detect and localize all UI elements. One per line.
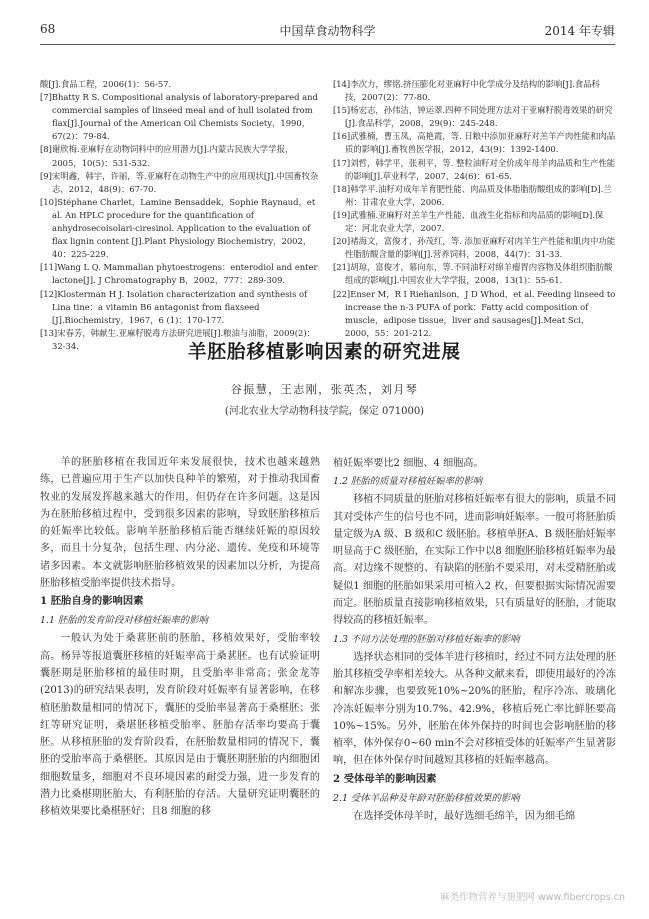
reference-item: [7]Bhatty R S. Compositional analysis of laboratory-prepared and commercial samples of linseed meal and of hull isolated from flax[J].Journal of the American Oil Chemists Society，1990，67(2)：79-84. <box>40 92 318 142</box>
issue-label: 2014 年专辑 <box>544 24 615 38</box>
reference-item: [8]谢欣梅.亚麻籽在动物饲料中的应用潜力[J].内蒙古民族大学学报，2005，10(5)：531-532. <box>40 144 294 168</box>
journal-name: 中国草食动物科学 <box>279 24 376 38</box>
reference-item: [10]Stéphane Charlet，Lamine Bensaddek，Sophie Raynaud，et al. An HPLC procedure for the quantification of anhydrosecoisolari-ciresinol. Application to the evaluation of flax lignin content [J].Plant Physiology Biochemistry，2002，40：225-229. <box>40 196 316 260</box>
body-paragraph: 在选择受体母羊时，最好选细毛绵羊，因为细毛绵 <box>353 810 576 822</box>
references-right <box>333 78 616 340</box>
page-number: 68 <box>40 22 56 36</box>
header-rule <box>40 44 615 45</box>
intro-paragraph: 羊的胚胎移植在我国近年来发展很快，技术也越来越熟练，已普遍应用于生产以加快良种羊的繁殖，对于推动我国畜牧业的发展发挥越来越大的作用，但仍存在许多问题。这是因为在胚胎移植过程中，受到很多因素的影响，导致胚胎移植后的妊娠率比较低。影响羊胚胎移植后能否继续妊娠的原因较多，而且十分复杂，包括生理、内分泌、遗传、免疫和环境等诸多因素。本文就影响胚胎移植效果的因素加以分析，为提高胚胎移植受胎率提供技术指导。 <box>40 457 320 590</box>
reference-item: [9]宋明鑫，韩宇，许丽，等.亚麻籽在动物生产中的应用现状[J].中国畜牧杂志，2012，48(9)：67-70. <box>40 170 319 194</box>
body-paragraph: 植妊娠率要比2 细胞、4 细胞高。 <box>333 458 484 469</box>
article-title: 羊胚胎移植影响因素的研究进展 <box>187 342 461 363</box>
subsection-heading: 2.1 受体羊品种及年龄对胚胎移植效果的影响 <box>333 792 520 804</box>
subsection-heading: 1.3 不同方法处理的胚胎对移植妊娠率的影响 <box>333 633 520 645</box>
body-paragraph: 选择状态相同的受体羊进行移植时，经过不同方法处理的胚胎其移植受孕率相差较大。从各种文献来看，即使用最好的冷冻和解冻步骤，也要致死10%~20%的胚胎，程序冷冻、玻璃化冷冻妊娠率分别为10.7%、42.9%，移植后死亡率比鲜胚要高10%~15%。另外，胚胎在体外保持的时间也会影响胚胎的移植率，体外保存0~60 min不会对移植受体的妊娠率产生显著影响，但在体外保存时间越短其移植的妊娠率越高。 <box>333 651 616 767</box>
subsection-heading: 1.2 胚胎的质量对移植妊娠率的影响 <box>333 476 483 488</box>
reference-item: [11]Wang L Q. Mammalian phytoestrogens：enterodiol and enter lactone[J]. J Chromatography B，2002，777：289-309. <box>40 262 318 286</box>
section-heading: 2 受体母羊的影响因素 <box>333 772 437 785</box>
section-heading: 1 胚胎自身的影响因素 <box>40 595 144 608</box>
reference-item: [19]武雅楠.亚麻籽对羔羊生产性能、血液生化指标和肉品质的影响[D].保定：河北农业大学，2007. <box>333 209 604 234</box>
reference-item: [21]胡琼，富俊才，慕向东，等.不同油籽对绵羊瘤胃内容物及体组织脂肪酸组成的影响[J].中国农业大学学报，2008，13(1)：55-61. <box>333 262 613 286</box>
reference-item: [18]韩学平.油籽对成年羊育肥性能、肉品质及体脂脂肪酸组成的影响[D].兰州：甘肃农业大学，2006. <box>333 183 612 207</box>
reference-item: [12]Klosterman H J. Isolation characterization and synthesis of Lina tine：a vitamin B6 antagonist from flaxseed [J].Biochemistry，1967，6 (1)：170-177. <box>40 288 308 325</box>
references-left <box>40 78 320 353</box>
reference-item: [13]宋春芳，韩献生.亚麻籽脱毒方法研究进展[J].粮油与油脂，2009(2)：32-34. <box>40 327 315 351</box>
reference-item: [14]李次力，缪铭.挤压膨化对亚麻籽中化学成分及结构的影响[J].食品科技，2007(2)：77-80. <box>333 79 600 103</box>
reference-item: [22]Enser M，R I Riehanlson，J D Whod，et al. Feeding linseed to increase the n-3 PUFA of pork：Fatty acid composition of muscle，adipose tissue，liver and sausages[J].Meat Sci，2000，55：201-212. <box>333 288 616 338</box>
subsection-heading: 1.1 胚胎的发育阶段对移植妊娠率的影响 <box>40 615 208 627</box>
body-paragraph: 移植不同质量的胚胎对移植妊娠率有很大的影响，质量不同其对受体产生的信号也不同，进而影响妊娠率。一般可将胚胎质量定级为A 级、B 级和C 级胚胎。移植单胚A、B 级胚胎妊娠率明显高于C 级胚胎，在实际工作中以8 细胞胚胎移植妊娠率为最高。对边缘不规整的、有缺陷的胚胎不要采用，对未受精胚胎或疑似1 细胞的胚胎如果采用可植入2 枚，但要根据实际情况需要而定。胚胎质量直接影响移植效果，只有质量好的胚胎，才能取得较高的移植妊娠率。 <box>333 494 616 627</box>
reference-item: [15]杨宏志，孙伟洁，钟运翠.四种不同处理方法对于亚麻籽脱毒效果的研究[J].食品科学，2008，29(9)：245-248. <box>333 105 613 129</box>
reference-item: [17]刘哲，韩学平，张利平，等. 整粒油籽对全价成年母羊肉品质和生产性能的影响[J].草业科学，2007，24(6)：61-65. <box>333 157 616 181</box>
body-column-right <box>333 455 616 825</box>
article-affiliation: (河北农业大学动物科技学院，保定 071000) <box>224 406 425 417</box>
reference-item: [20]褚海文，富俊才，孙茂红，等. 添加亚麻籽对肉羊生产性能和肌肉中功能性脂肪酸含量的影响[J].营养饲料，2008，44(7)：31-33. <box>333 236 616 260</box>
article-authors: 谷振慧，王志刚，张英杰，刘月琴 <box>230 383 419 396</box>
reference-item: 酸[J].食品工程，2006(1)：56-57. <box>40 79 172 89</box>
body-column-left <box>40 454 320 821</box>
reference-item: [16]武雅楠，曹玉凤，高艳霞，等. 日粮中添加亚麻籽对羔羊产肉性能和肉品质的影响[J].畜牧兽医学报，2012，43(9)：1392-1400. <box>333 131 616 155</box>
page-header <box>40 22 615 40</box>
body-paragraph: 一般认为处于桑葚胚前的胚胎，移植效果好，受胎率较高。杨异等报道囊胚移植的妊娠率高于桑葚胚。也有试验证明囊胚期是胚胎移植的最佳时期，且受胎率非常高；张金龙等(2013)的研究结果表明，发育阶段对妊娠率有显著影响，在移植胚胎数量相同的情况下，囊胚的受胎率显著高于桑椹胚；张红等研究证明，桑堪胚移植受胎率、胚胎存活率均要高于囊胚。从移植胚胎的发育阶段看，在胚胎数量相同的情况下，囊胚的受胎率高于桑椹胚。其原因是由于囊胚期胚胎的内细胞团细胞数量多，细胞对不良环境因素的耐受力强，进一步发育的潜力比桑椹期胚胎大，有利胚胎的存活。大量研究证明囊胚的移植效果要比桑椹胚好；且8 细胞的移 <box>40 633 320 818</box>
site-watermark: 麻类作物营养与施肥网 www.fibercrops.cn <box>439 892 625 903</box>
